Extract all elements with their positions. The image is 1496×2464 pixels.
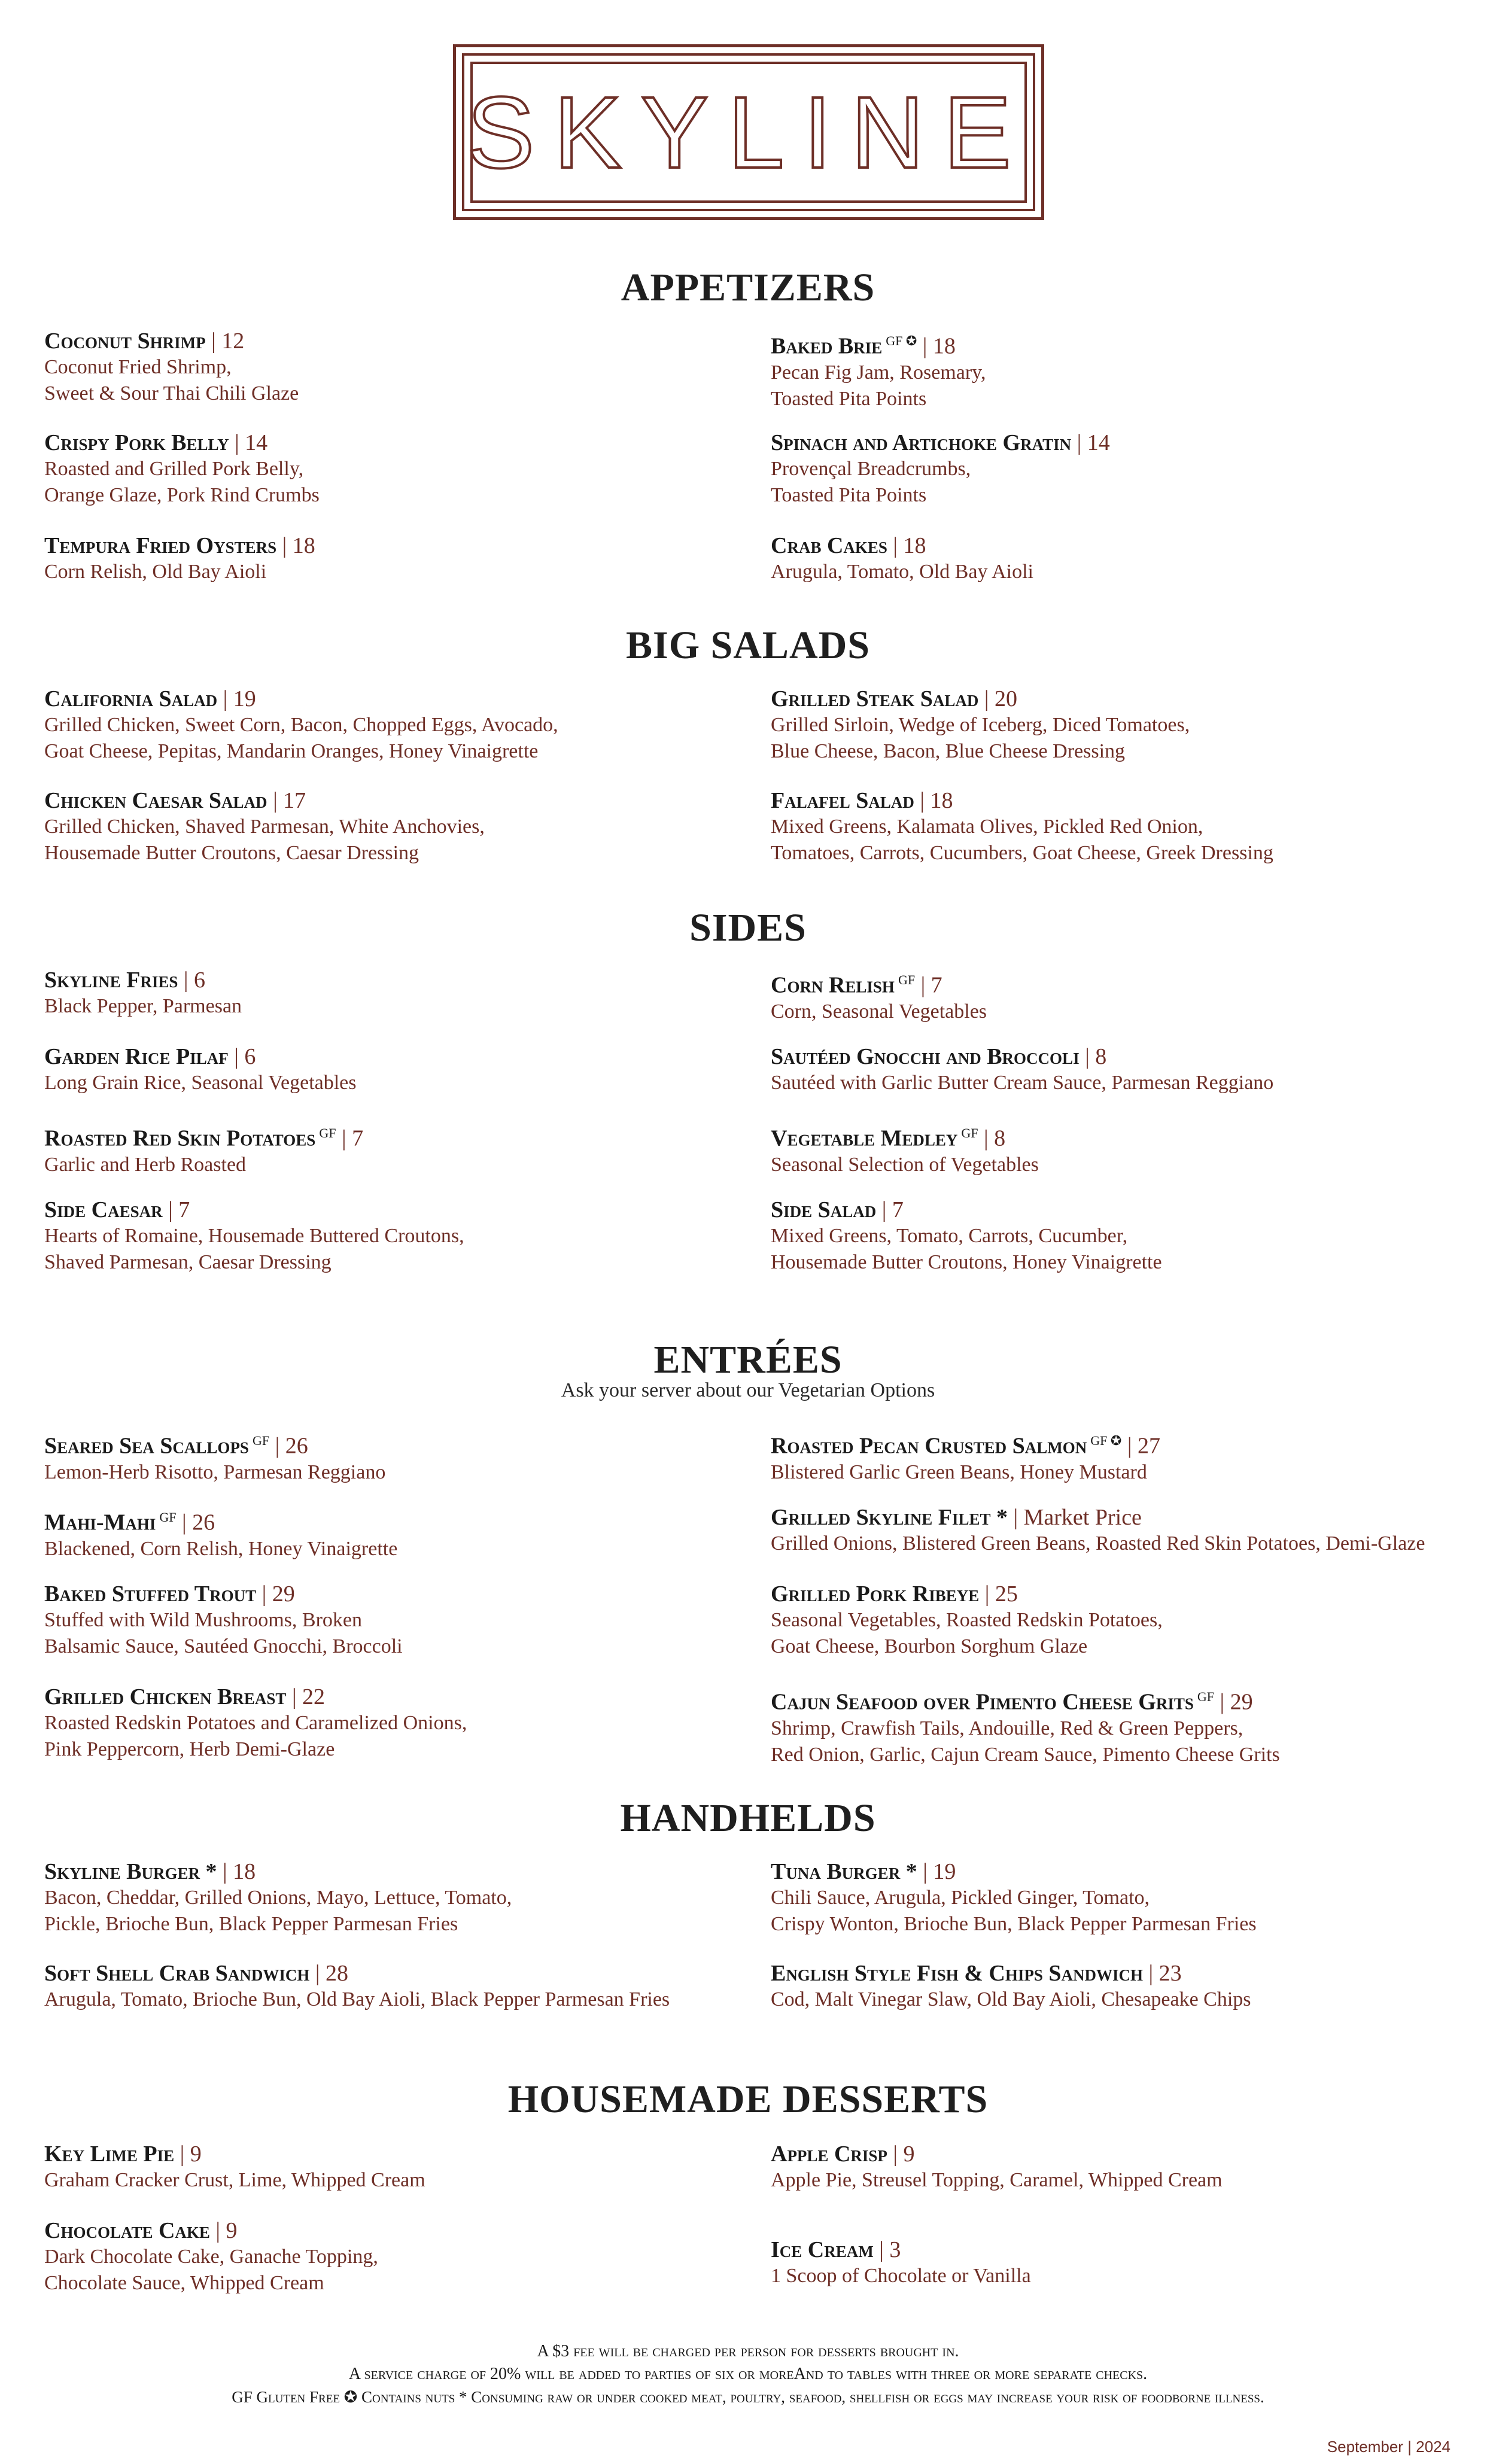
menu-item-description: Roasted Redskin Potatoes and Caramelized Onions, xyxy=(44,1712,467,1734)
menu-item-description: Grilled Chicken, Shaved Parmesan, White Anchovies, xyxy=(44,816,485,838)
menu-item-title xyxy=(44,1684,762,1710)
menu-item xyxy=(771,430,1489,509)
menu-item-price: 17 xyxy=(283,788,306,813)
menu-item-title xyxy=(44,533,762,559)
menu-item-name: Baked Stuffed Trout xyxy=(44,1581,257,1607)
menu-item-description: Arugula, Tomato, Old Bay Aioli xyxy=(771,561,1033,583)
menu-item-description: Bacon, Cheddar, Grilled Onions, Mayo, Lettuce, Tomato, xyxy=(44,1887,512,1909)
menu-item-name: Seared Sea Scallops xyxy=(44,1433,249,1459)
menu-item-name: Crispy Pork Belly xyxy=(44,430,229,455)
dietary-marks: GF xyxy=(961,1125,978,1140)
menu-item xyxy=(44,1960,762,2013)
menu-item-description: Blackened, Corn Relish, Honey Vinaigrette xyxy=(44,1537,398,1560)
menu-item-price: 28 xyxy=(326,1961,348,1986)
menu-item xyxy=(771,1684,1489,1768)
menu-item xyxy=(771,1428,1489,1486)
section-title-handhelds: HANDHELDS xyxy=(620,1796,876,1840)
menu-item-price: 23 xyxy=(1159,1961,1182,1986)
menu-item-description: Grilled Chicken, Sweet Corn, Bacon, Chopped Eggs, Avocado, xyxy=(44,714,558,736)
dietary-marks: GF ✪ xyxy=(1090,1433,1122,1448)
menu-item-name: Grilled Steak Salad xyxy=(771,686,979,711)
menu-item-description: Chocolate Sauce, Whipped Cream xyxy=(44,2272,324,2294)
menu-item-title xyxy=(44,2141,762,2167)
footer-service-charge: A service charge of 20% will be added to parties of six or moreAnd to tables with three or more separate checks. xyxy=(348,2365,1148,2383)
price-separator: | xyxy=(887,533,904,558)
menu-item-name: Vegetable Medley xyxy=(771,1125,958,1151)
price-separator: | xyxy=(229,430,245,455)
menu-item-price: 18 xyxy=(932,333,956,359)
menu-item-name: Corn Relish xyxy=(771,972,895,998)
menu-item-name: Side Caesar xyxy=(44,1197,163,1222)
menu-item-name: California Salad xyxy=(44,686,218,711)
menu-item-price: 9 xyxy=(226,2218,238,2243)
menu-item-price: 18 xyxy=(292,533,315,558)
menu-item-description: Grilled Sirloin, Wedge of Iceberg, Diced Tomatoes, xyxy=(771,714,1190,736)
price-separator: | xyxy=(873,2237,890,2262)
menu-item-title xyxy=(44,967,762,993)
menu-item xyxy=(44,533,762,585)
menu-date: September | 2024 xyxy=(1327,2438,1451,2456)
price-separator: | xyxy=(276,533,293,558)
menu-item-title xyxy=(44,328,762,354)
dietary-marks: GF xyxy=(159,1510,177,1525)
menu-item-description: Housemade Butter Croutons, Honey Vinaigrette xyxy=(771,1251,1162,1273)
menu-item-price: 8 xyxy=(994,1125,1006,1151)
menu-item-title xyxy=(44,787,762,814)
menu-item-description: Corn, Seasonal Vegetables xyxy=(771,1000,987,1023)
menu-item-description: Orange Glaze, Pork Rind Crumbs xyxy=(44,484,320,506)
menu-item-description: Grilled Onions, Blistered Green Beans, Roasted Red Skin Potatoes, Demi-Glaze xyxy=(771,1532,1425,1555)
menu-item-description: Balsamic Sauce, Sautéed Gnocchi, Broccoli xyxy=(44,1635,403,1657)
menu-item xyxy=(771,1960,1489,2013)
menu-item-title xyxy=(44,1504,762,1536)
menu-item-title xyxy=(771,686,1489,712)
menu-item xyxy=(44,2217,762,2296)
menu-item xyxy=(44,430,762,509)
menu-item-description: Seasonal Selection of Vegetables xyxy=(771,1153,1039,1176)
menu-item-name: Garden Rice Pilaf xyxy=(44,1044,229,1069)
menu-item-name: Baked Brie xyxy=(771,333,883,359)
menu-item-description: Black Pepper, Parmesan xyxy=(44,995,242,1017)
price-separator: | xyxy=(917,1859,934,1884)
menu-item xyxy=(771,1858,1489,1937)
menu-item xyxy=(44,1197,762,1276)
dietary-marks: GF xyxy=(319,1125,336,1140)
price-separator: | xyxy=(267,788,284,813)
price-separator: | xyxy=(286,1684,303,1709)
menu-item-price: 7 xyxy=(892,1197,904,1222)
menu-item-title xyxy=(771,328,1489,360)
price-separator: | xyxy=(1079,1044,1096,1069)
menu-item-title xyxy=(771,1581,1489,1607)
menu-item-title xyxy=(771,2141,1489,2167)
menu-item-price: 18 xyxy=(930,788,953,813)
menu-item-price: 9 xyxy=(903,2141,915,2167)
menu-item-name: Coconut Shrimp xyxy=(44,328,206,354)
menu-item-price: Market Price xyxy=(1023,1505,1142,1530)
price-separator: | xyxy=(887,2141,904,2167)
menu-item-price: 26 xyxy=(285,1433,308,1459)
logo-text: SKYLINE xyxy=(466,76,1031,190)
menu-item-price: 14 xyxy=(1087,430,1110,455)
dietary-marks: GF xyxy=(898,972,916,987)
menu-item-name: Falafel Salad xyxy=(771,788,914,813)
menu-item-title xyxy=(44,1044,762,1070)
menu-item-name: Ice Cream xyxy=(771,2237,874,2262)
price-separator: | xyxy=(256,1581,272,1607)
menu-item-description: Sautéed with Garlic Butter Cream Sauce, Parmesan Reggiano xyxy=(771,1072,1274,1094)
menu-item-price: 6 xyxy=(194,968,206,993)
price-separator: | xyxy=(979,1581,995,1607)
menu-item-name: Mahi-Mahi xyxy=(44,1510,156,1535)
menu-item-description: Sweet & Sour Thai Chili Glaze xyxy=(44,382,299,404)
menu-item xyxy=(44,967,762,1020)
menu-item-title xyxy=(771,1120,1489,1152)
menu-item-description: 1 Scoop of Chocolate or Vanilla xyxy=(771,2265,1031,2287)
menu-item-description: Garlic and Herb Roasted xyxy=(44,1153,247,1176)
menu-item-price: 14 xyxy=(245,430,268,455)
price-separator: | xyxy=(178,968,194,993)
menu-item-name: Grilled Chicken Breast xyxy=(44,1684,287,1709)
menu-item xyxy=(771,328,1489,412)
menu-item-name: Crab Cakes xyxy=(771,533,887,558)
menu-item xyxy=(771,686,1489,765)
menu-item-name: English Style Fish & Chips Sandwich xyxy=(771,1961,1144,1986)
price-separator: | xyxy=(209,2218,226,2243)
menu-item-description: Shrimp, Crawfish Tails, Andouille, Red & Green Peppers, xyxy=(771,1717,1243,1739)
menu-item-name: Grilled Pork Ribeye xyxy=(771,1581,980,1607)
menu-item-title xyxy=(771,1960,1489,1987)
menu-item-price: 18 xyxy=(233,1859,256,1884)
menu-item-description: Cod, Malt Vinegar Slaw, Old Bay Aioli, Chesapeake Chips xyxy=(771,1988,1251,2010)
menu-item-price: 6 xyxy=(244,1044,256,1069)
menu-item-description: Tomatoes, Carrots, Cucumbers, Goat Cheese, Greek Dressing xyxy=(771,842,1273,864)
menu-item-description: Provençal Breadcrumbs, xyxy=(771,458,971,480)
dietary-marks: GF ✪ xyxy=(886,333,917,348)
price-separator: | xyxy=(914,788,931,813)
footer-legend: GF Gluten Free ✪ Contains nuts * Consuming raw or under cooked meat, poultry, seafood, shellfish or eggs may increase your risk of foodborne illness. xyxy=(232,2388,1264,2406)
price-separator: | xyxy=(309,1961,326,1986)
menu-item-description: Pink Peppercorn, Herb Demi-Glaze xyxy=(44,1738,335,1760)
price-separator: | xyxy=(915,972,931,998)
menu-item-description: Goat Cheese, Pepitas, Mandarin Oranges, Honey Vinaigrette xyxy=(44,740,539,762)
menu-item-price: 20 xyxy=(995,686,1017,711)
menu-item-title xyxy=(771,1428,1489,1459)
menu-item-description: Hearts of Romaine, Housemade Buttered Croutons, xyxy=(44,1225,464,1247)
price-separator: | xyxy=(217,1859,233,1884)
price-separator: | xyxy=(1143,1961,1159,1986)
menu-item xyxy=(44,686,762,765)
menu-item-title xyxy=(44,686,762,712)
menu-item xyxy=(44,1581,762,1660)
menu-item xyxy=(44,1428,762,1486)
menu-item-description: Coconut Fried Shrimp, xyxy=(44,356,232,378)
menu-item xyxy=(44,1684,762,1763)
price-separator: | xyxy=(978,1125,995,1151)
menu-item-description: Dark Chocolate Cake, Ganache Topping, xyxy=(44,2246,378,2268)
price-separator: | xyxy=(336,1125,352,1151)
price-separator: | xyxy=(917,333,933,359)
price-separator: | xyxy=(217,686,233,711)
menu-item-description: Red Onion, Garlic, Cajun Cream Sauce, Pimento Cheese Grits xyxy=(771,1743,1280,1766)
menu-item-price: 7 xyxy=(178,1197,190,1222)
menu-item-description: Stuffed with Wild Mushrooms, Broken xyxy=(44,1609,362,1631)
menu-item-title xyxy=(771,2237,1489,2263)
menu-item-description: Mixed Greens, Tomato, Carrots, Cucumber, xyxy=(771,1225,1128,1247)
footer-dessert-fee: A $3 fee will be charged per person for desserts brought in. xyxy=(537,2342,959,2360)
menu-item-description: Goat Cheese, Bourbon Sorghum Glaze xyxy=(771,1635,1088,1657)
menu-item-description: Roasted and Grilled Pork Belly, xyxy=(44,458,304,480)
menu-item-name: Sautéed Gnocchi and Broccoli xyxy=(771,1044,1080,1069)
menu-item-title xyxy=(44,1581,762,1607)
menu-item xyxy=(44,2141,762,2194)
price-separator: | xyxy=(1071,430,1087,455)
menu-item-description: Long Grain Rice, Seasonal Vegetables xyxy=(44,1072,357,1094)
menu-item-name: Key Lime Pie xyxy=(44,2141,175,2167)
section-title-entrees: ENTRÉES xyxy=(653,1338,843,1382)
menu-item-name: Spinach and Artichoke Gratin xyxy=(771,430,1072,455)
menu-item-title xyxy=(44,2217,762,2244)
menu-item xyxy=(44,1044,762,1096)
menu-item-title xyxy=(44,1197,762,1223)
menu-item-description: Lemon-Herb Risotto, Parmesan Reggiano xyxy=(44,1461,386,1483)
menu-item xyxy=(771,1504,1489,1557)
section-title-desserts: HOUSEMADE DESSERTS xyxy=(507,2077,989,2121)
menu-item-description: Arugula, Tomato, Brioche Bun, Old Bay Aioli, Black Pepper Parmesan Fries xyxy=(44,1988,670,2010)
menu-item-description: Pickle, Brioche Bun, Black Pepper Parmesan Fries xyxy=(44,1913,458,1935)
menu-item xyxy=(771,967,1489,1025)
menu-item-title xyxy=(771,787,1489,814)
menu-item-name: Chocolate Cake xyxy=(44,2218,210,2243)
menu-item-price: 9 xyxy=(190,2141,202,2167)
menu-item-title xyxy=(771,430,1489,456)
price-separator: | xyxy=(205,328,222,354)
section-subtitle-entrees: Ask your server about our Vegetarian Options xyxy=(561,1379,935,1401)
section-title-sides: SIDES xyxy=(689,906,807,950)
menu-item xyxy=(771,533,1489,585)
menu-item xyxy=(44,787,762,866)
price-separator: | xyxy=(1121,1433,1138,1459)
menu-item-name: Side Salad xyxy=(771,1197,877,1222)
menu-item-price: 29 xyxy=(1230,1689,1253,1715)
menu-item-name: Grilled Skyline Filet * xyxy=(771,1505,1008,1530)
menu-item-price: 26 xyxy=(192,1510,215,1535)
menu-item-price: 8 xyxy=(1095,1044,1107,1069)
section-title-big-salads: BIG SALADS xyxy=(626,623,870,667)
menu-item-name: Roasted Red Skin Potatoes xyxy=(44,1125,316,1151)
menu-item-description: Chili Sauce, Arugula, Pickled Ginger, Tomato, xyxy=(771,1887,1150,1909)
menu-item xyxy=(44,1504,762,1562)
menu-item-name: Skyline Burger * xyxy=(44,1859,217,1884)
price-separator: | xyxy=(269,1433,285,1459)
menu-item-title xyxy=(771,1858,1489,1885)
price-separator: | xyxy=(162,1197,179,1222)
menu-item-price: 19 xyxy=(233,686,256,711)
price-separator: | xyxy=(1214,1689,1230,1715)
menu-item xyxy=(771,1044,1489,1096)
menu-item-name: Apple Crisp xyxy=(771,2141,887,2167)
menu-item-price: 7 xyxy=(931,972,942,998)
menu-item-title xyxy=(771,1504,1489,1531)
price-separator: | xyxy=(174,2141,190,2167)
menu-item xyxy=(771,2237,1489,2289)
menu-item-description: Mixed Greens, Kalamata Olives, Pickled Red Onion, xyxy=(771,816,1203,838)
menu-item xyxy=(771,1581,1489,1660)
menu-item-description: Blue Cheese, Bacon, Blue Cheese Dressing xyxy=(771,740,1126,762)
menu-item-description: Toasted Pita Points xyxy=(771,387,927,410)
menu-item-title xyxy=(44,1960,762,1987)
menu-item-title xyxy=(771,1044,1489,1070)
menu-item xyxy=(771,2141,1489,2194)
menu-item-name: Skyline Fries xyxy=(44,968,178,993)
menu-item-price: 3 xyxy=(889,2237,901,2262)
menu-item-description: Blistered Garlic Green Beans, Honey Mustard xyxy=(771,1461,1147,1483)
menu-item-price: 29 xyxy=(272,1581,295,1607)
menu-item-title xyxy=(44,430,762,456)
menu-item-name: Chicken Caesar Salad xyxy=(44,788,267,813)
menu-item-description: Pecan Fig Jam, Rosemary, xyxy=(771,361,986,384)
price-separator: | xyxy=(1008,1505,1024,1530)
menu-item-name: Tempura Fried Oysters xyxy=(44,533,277,558)
section-title-appetizers: APPETIZERS xyxy=(621,266,875,309)
menu-item xyxy=(771,787,1489,866)
menu-item-price: 25 xyxy=(995,1581,1018,1607)
menu-item-name: Soft Shell Crab Sandwich xyxy=(44,1961,310,1986)
menu-item-price: 12 xyxy=(221,328,245,354)
menu-item-description: Corn Relish, Old Bay Aioli xyxy=(44,561,267,583)
menu-item xyxy=(771,1120,1489,1178)
dietary-marks: GF xyxy=(1197,1689,1215,1704)
logo xyxy=(453,44,1044,220)
menu-item-title xyxy=(771,967,1489,999)
menu-item-name: Roasted Pecan Crusted Salmon xyxy=(771,1433,1087,1459)
menu-item-price: 7 xyxy=(352,1125,364,1151)
dietary-marks: GF xyxy=(252,1433,270,1448)
menu-item-title xyxy=(771,533,1489,559)
menu-item-title xyxy=(44,1120,762,1152)
menu-item xyxy=(44,328,762,407)
price-separator: | xyxy=(876,1197,892,1222)
menu-item-title xyxy=(771,1684,1489,1715)
menu-item-title xyxy=(44,1428,762,1459)
menu-item xyxy=(44,1858,762,1937)
menu-item-description: Graham Cracker Crust, Lime, Whipped Cream xyxy=(44,2169,425,2191)
menu-item-description: Apple Pie, Streusel Topping, Caramel, Whipped Cream xyxy=(771,2169,1223,2191)
menu-item-description: Seasonal Vegetables, Roasted Redskin Potatoes, xyxy=(771,1609,1163,1631)
menu-item-price: 19 xyxy=(933,1859,956,1884)
menu-item-description: Crispy Wonton, Brioche Bun, Black Pepper Parmesan Fries xyxy=(771,1913,1257,1935)
price-separator: | xyxy=(176,1510,193,1535)
price-separator: | xyxy=(228,1044,245,1069)
menu-item-name: Tuna Burger * xyxy=(771,1859,917,1884)
price-separator: | xyxy=(978,686,995,711)
menu-item-name: Cajun Seafood over Pimento Cheese Grits xyxy=(771,1689,1194,1715)
menu-item-description: Housemade Butter Croutons, Caesar Dressing xyxy=(44,842,419,864)
menu-item-description: Toasted Pita Points xyxy=(771,484,927,506)
menu-item-title xyxy=(771,1197,1489,1223)
menu-item-price: 27 xyxy=(1137,1433,1160,1459)
menu-item xyxy=(771,1197,1489,1276)
menu-item-description: Shaved Parmesan, Caesar Dressing xyxy=(44,1251,332,1273)
menu-item xyxy=(44,1120,762,1178)
menu-item-price: 22 xyxy=(302,1684,326,1709)
menu-item-price: 18 xyxy=(903,533,926,558)
menu-item-title xyxy=(44,1858,762,1885)
